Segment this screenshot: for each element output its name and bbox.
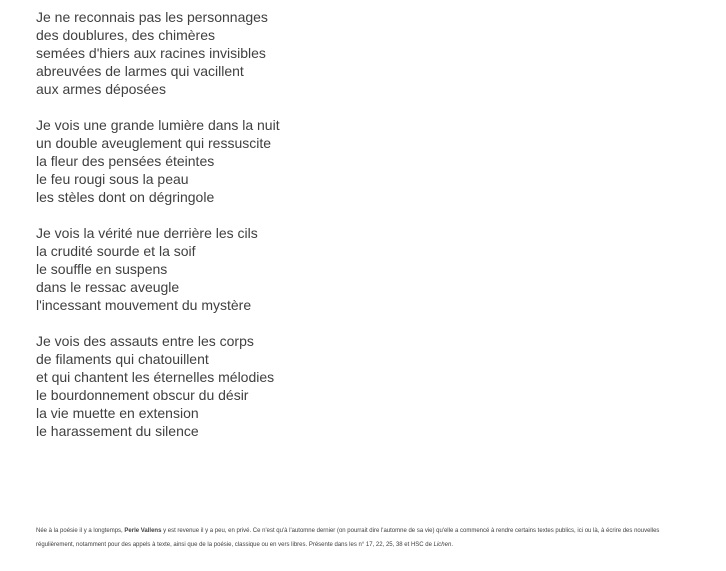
stanza-2: [36, 116, 696, 206]
author-bio: [36, 524, 698, 552]
stanza-4: [36, 332, 696, 440]
poem-line: abreuvées de larmes qui vacillent: [36, 63, 244, 79]
poem-line: la crudité sourde et la soif: [36, 243, 196, 259]
poem-line: le souffle en suspens: [36, 261, 168, 277]
poem-line: le harassement du silence: [36, 423, 199, 439]
stanza-1: [36, 8, 696, 98]
poem-line: de filaments qui chatouillent: [36, 351, 209, 367]
bio-text: y est revenue il y a peu, en privé. Ce n'est qu'à l'automne dernier (on pourrait dire l'automne de sa vie) qu'elle a commencé à rendre certains textes publics, ici ou là, à écrire des nouvelles régulièrement, notamment pour des appels à texte, ainsi que de la poésie, classique ou en vers libres. Présente dans les n° 17, 22, 25, 38 et HSC de: [36, 528, 660, 548]
poem-line: semées d'hiers aux racines invisibles: [36, 45, 266, 61]
poem-line: Je vois des assauts entre les corps: [36, 333, 254, 349]
poem-line: Je vois la vérité nue derrière les cils: [36, 225, 258, 241]
author-name: Perle Vallens: [124, 528, 162, 534]
bio-text: .: [451, 542, 453, 548]
poem-line: Je vois une grande lumière dans la nuit: [36, 117, 280, 133]
poem: [36, 8, 696, 458]
poem-line: l'incessant mouvement du mystère: [36, 297, 252, 313]
poem-line: les stèles dont on dégringole: [36, 189, 215, 205]
poem-line: la vie muette en extension: [36, 405, 199, 421]
poem-line: un double aveuglement qui ressuscite: [36, 135, 272, 151]
journal-name: Lichen: [433, 542, 452, 548]
poem-line: dans le ressac aveugle: [36, 279, 180, 295]
stanza-3: [36, 224, 696, 314]
poem-line: aux armes déposées: [36, 81, 166, 97]
poem-line: le bourdonnement obscur du désir: [36, 387, 249, 403]
poem-line: la fleur des pensées éteintes: [36, 153, 215, 169]
poem-line: et qui chantent les éternelles mélodies: [36, 369, 275, 385]
bio-text: Née à la poésie il y a longtemps,: [36, 528, 125, 534]
poem-line: Je ne reconnais pas les personnages: [36, 9, 268, 25]
poem-line: des doublures, des chimères: [36, 27, 215, 43]
poem-line: le feu rougi sous la peau: [36, 171, 189, 187]
